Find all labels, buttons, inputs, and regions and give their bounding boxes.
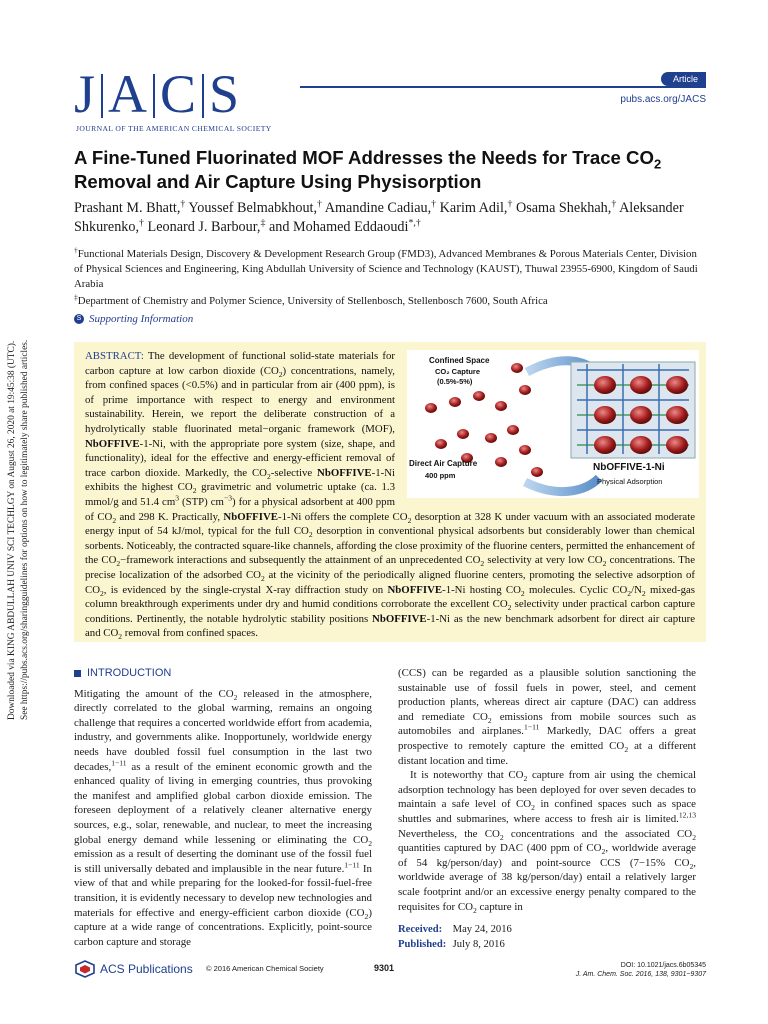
affiliation [74,294,706,309]
abstract-text: Confined Space CO₂ Capture (0.5%-5%) Direct Air Capture 400 ppm NbOFFIVE-1-Ni Physical Adsorption ABSTRACT: The development of functional solid-state materials for carbon capture at low carbon dioxide $(CO_2)$ concentrations, namely, from confined spaces (<0.5%) and in particular from air (400 ppm), is of prime importance with respect to energy and environment sustainability. Herein, we report the deliberate construction of a hydrolytically stable fluorinated metal−organic framework (MOF), NbOFFIVE-1-Ni, with the appropriate pore system (size, shape, and functionality), ideal for the effective and energy-efficient removal of trace carbon dioxide. Markedly, the $CO_2$-selective NbOFFIVE-1-Ni exhibits the highest $CO_2$ gravimetric and volumetric uptake (ca. 1.3 mmol/g and 51.4 $cm^3$ (STP) $cm^{-3}$) for a physical adsorbent at 400 ppm of $CO_2$ and 298 K. Practically, NbOFFIVE-1-Ni offers the complete $CO_2$ desorption at 328 K under vacuum with an associated moderate energy input of 54 kJ/mol, typical for the full $CO_2$ desorption in conventional physical adsorbents but considerably lower than chemical sorbents. Noticeably, the contracted square-like channels, affording the close proximity of the fluorine centers, permitted the enhancement of the $CO_2-framework$ interactions and subsequently the attainment of an unprecedented $CO_2$ selectivity at very low $CO_2$ concentrations. The precise localization of the adsorbed $CO_2$ at the vicinity of the periodically aligned fluorine centers, promoting the selective adsorption of $CO_2$, is evidenced by the single-crystal X-ray diffraction study on NbOFFIVE-1-Ni hosting $CO_2$ molecules. Cyclic $CO_2/N_2$ mixed-gas column breakthrough experiments under dry and humid conditions corroborate the excellent $CO_2$ selectivity under practical carbon capture conditions. Pertinently, the notable hydrolytic stability positions NbOFFIVE-1-Ni as the new benchmark adsorbent for direct air capture and $CO_2$ removal from confined spaces. [85,349,695,641]
jacs-logo[interactable] [74,66,240,122]
article-type-badge: Article [661,72,706,86]
intro-column-left [74,666,372,949]
body-paragraph: It is noteworthy that $CO_2$ capture from air using the chemical adsorption technology has been deployed for over seven decades to maintain a safe level of $CO_2$ in confined spaces such as space shuttles and submarines, where access to fresh air is limited.$^{12,13}$ Nevertheless, the $CO_2$ concentrations and the associated $CO_2$ quantities captured by DAC (400 ppm of $CO_2$, worldwide average of 54 kg/person/day) and point-source CCS (7−15% $CO_2$, worldwide average of 38 kg/person/day) entail a relatively larger scale footprint and/or an excessive energy penalty compared to the requisites for $CO_2$ capture in [398,769,696,915]
body-paragraph: Mitigating the amount of the $CO_2$ released in the atmosphere, directly correlated to the global warming, remains an ongoing challenge that requires a concerted worldwide effort from academia, industry, and governments alike. Inopportunely, worldwide energy needs have doubled fossil fuel consumption in the last two decades,$^{1-11}$ as a result of the eminent economic growth and the enhanced quality of living in emerging countries, thus provoking the manifest and amplified global carbon dioxide emission. The foreseen deployment of a relatively cleaner alternative energy sources, e.g., solar, renewable, and nuclear, to meet the increasing global energy demand while lessening or eliminating the $CO_2$ emission as a result of deserting the dominant use of the fossil fuel is still universally debated and implausible in the near future.$^{1-11}$ In view of that and while preparing for the looked-for fossil-fuel-free transition, it is evidently necessary to develop new technologies and materials for effective and energy-efficient carbon dioxide $(CO_2)$ capture at a wide range of concentrations. Explicitly, point-source carbon capture and storage [74,687,372,948]
title-subscript: 2 [653,156,662,172]
author-affil-mark: ‡ [260,217,266,229]
mof-framework [571,362,695,458]
title-line1: A Fine-Tuned Fluorinated MOF Addresses the Needs for Trace CO [74,147,654,168]
published-label: Published: [398,939,447,950]
supporting-info-link[interactable] [74,313,193,325]
supporting-info-icon: S [74,314,84,324]
author-name[interactable]: Aleksander Shkurenko, [74,200,684,235]
author-affil-mark: † [431,198,437,210]
toc-graphic-svg [407,350,699,498]
toc-label-ppm: 400 ppm [425,471,456,480]
affiliation [74,247,706,292]
title-line2: Removal and Air Capture Using Physisorption [74,171,482,192]
section-heading [74,666,372,681]
download-note [2,300,38,720]
abstract-box [74,342,706,642]
logo-letter: S [209,64,241,124]
author-name[interactable]: Amandine Cadiau, [324,200,432,216]
affil-mark: ‡ [74,292,78,302]
acs-publications-logo[interactable] [74,960,193,978]
author-affil-mark: † [317,198,322,210]
affil-text: Department of Chemistry and Polymer Science, University of Stellenbosch, Stellenbosch 7600, South Africa [77,295,548,307]
publisher-name: ACS Publications [100,962,193,976]
received-value: May 24, 2016 [452,924,512,935]
supporting-info-label: Supporting Information [89,313,194,325]
received-label: Received: [398,924,443,935]
journal-url-link[interactable]: pubs.acs.org/JACS [620,94,706,105]
journal-masthead [74,66,706,136]
affil-mark: † [74,245,78,255]
author-name[interactable]: Leonard J. Barbour, [147,219,261,235]
received-date [398,922,512,937]
toc-label-mof: NbOFFIVE-1-Ni [593,462,665,473]
article-dates [398,922,512,952]
published-date [398,937,512,952]
author-affil-mark: † [139,217,144,229]
author-affil-mark: *,† [408,217,421,229]
section-heading-label: INTRODUCTION [87,667,172,679]
article-title [74,146,706,194]
download-note-line1: Downloaded via KING ABDULLAH UNIV SCI TECHLGY on August 26, 2020 at 19:45:38 (UTC). [7,340,17,720]
toc-label-phys: Physical Adsorption [597,477,663,486]
author-name[interactable]: Prashant M. Bhatt, [74,200,181,216]
journal-full-name: JOURNAL OF THE AMERICAN CHEMICAL SOCIETY [76,124,272,133]
section-bullet-icon [74,670,81,677]
page-footer [74,958,706,988]
logo-letter: J [74,64,97,124]
affil-text: Functional Materials Design, Discovery & Development Research Group (FMD3), Advanced Membranes & Porous Materials Center, Division of Physical Sciences and Engineering, King Abdullah University of Science and Technology (KAUST), Thuwal 23955-6900, Kingdom of Saudi Arabia [74,248,698,290]
toc-label-range: (0.5%-5%) [437,377,473,386]
logo-letter: A [108,64,149,124]
toc-graphic [407,350,699,498]
doi-block [576,961,706,979]
author-affil-mark: † [507,198,513,210]
author-list [74,199,706,237]
author-name[interactable]: Karim Adil, [439,200,508,216]
author-name[interactable]: and Mohamed Eddaoudi [268,219,409,235]
body-paragraph: (CCS) can be regarded as a plausible solution sanctioning the sustainable use of fossil fuels in power, steel, and cement production plants, whereas direct air capture (DAC) can address and remediate $CO_2$ emissions from mobile sources such as automobiles and airplanes.$^{1-11}$ Markedly, DAC offers a great prospective to remotely capture the emitted $CO_2$ at a different distant location and time. [398,667,697,767]
author-affil-mark: † [180,198,186,210]
abstract-heading: ABSTRACT: [85,350,144,362]
toc-label-dac: Direct Air Capture [409,459,478,468]
author-affil-mark: † [611,198,617,210]
page-number: 9301 [374,963,395,973]
logo-letter: C [160,64,198,124]
intro-column-right [398,666,696,914]
copyright: © 2016 American Chemical Society [206,964,324,973]
masthead-rule [300,86,706,88]
toc-label-confined: Confined Space [429,356,490,365]
download-note-line2: See https://pubs.acs.org/sharingguidelines for options on how to legitimately share published articles. [20,339,30,720]
toc-label-capture: CO₂ Capture [435,367,481,376]
doi-link[interactable]: DOI: 10.1021/jacs.6b05345 [620,962,706,969]
author-name[interactable]: Youssef Belmabkhout, [188,200,318,216]
author-name[interactable]: Osama Shekhah, [515,200,612,216]
published-value: July 8, 2016 [452,939,505,950]
citation: J. Am. Chem. Soc. 2016, 138, 9301−9307 [575,971,706,978]
affiliations [74,247,706,311]
acs-hexagon-icon [74,960,96,978]
